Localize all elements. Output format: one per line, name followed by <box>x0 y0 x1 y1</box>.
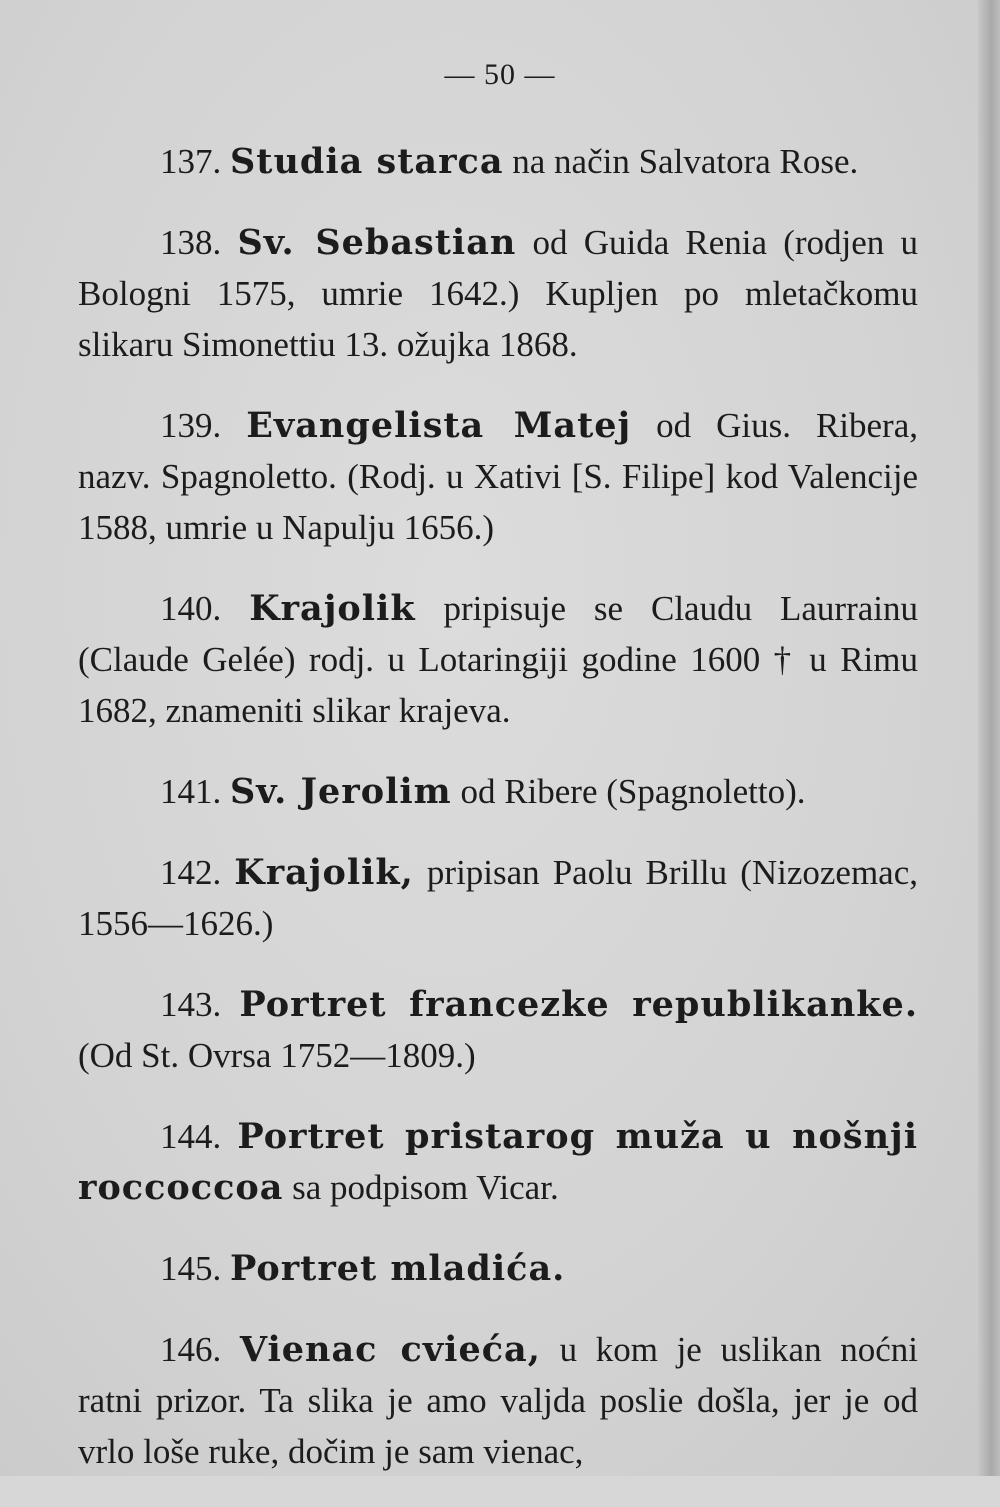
entry-text: od Gius. Ribera, nazv. Spagnoletto. (Rodj. u Xativi [S. Filipe] kod Valencije 1588, umrie u Napulju 1656.) <box>78 406 918 547</box>
entry-number: 139. <box>160 406 222 445</box>
entry-title: Vienac cvieća, <box>239 1329 541 1370</box>
page-spine-shadow <box>978 0 1000 1476</box>
entry-text: sa podpisom Vicar. <box>283 1168 559 1207</box>
entry-text: (Od St. Ovrsa 1752—1809.) <box>78 1036 476 1075</box>
entry-text: u kom je uslikan noćni ratni prizor. Ta slika je amo valjda poslie došla, jer je od vrlo loše ruke, dočim je sam vienac, <box>78 1330 918 1471</box>
catalogue-entry <box>78 1243 918 1294</box>
entry-number: 144. <box>160 1117 222 1156</box>
catalogue-entries <box>78 136 918 1507</box>
entry-number: 143. <box>160 985 222 1024</box>
entry-title: Portret pristarog muža u nošnji roccoccoa <box>78 1116 918 1208</box>
entry-number: 146. <box>160 1330 222 1369</box>
catalogue-entry <box>78 400 918 553</box>
entry-text: od Ribere (Spagnoletto). <box>451 772 806 811</box>
catalogue-entry <box>78 1111 918 1213</box>
catalogue-entry <box>78 766 918 817</box>
catalogue-entry <box>78 217 918 370</box>
entry-number: 138. <box>160 223 222 262</box>
entry-title: Krajolik, <box>234 852 414 893</box>
catalogue-entry <box>78 847 918 949</box>
entry-number: 142. <box>160 853 222 892</box>
catalogue-entry <box>78 979 918 1081</box>
entry-title: Studia starca <box>230 141 504 182</box>
entry-text: od Guida Renia (rodjen u Bologni 1575, umrie 1642.) Kupljen po mletačkomu slikaru Simonettiu 13. ožujka 1868. <box>78 223 918 364</box>
entry-number: 137. <box>160 142 222 181</box>
entry-text: pripisan Paolu Brillu (Nizozemac, 1556—1626.) <box>78 853 918 943</box>
entry-title: Krajolik <box>249 588 416 629</box>
entry-number: 141. <box>160 772 222 811</box>
entry-text: na način Salvatora Rose. <box>503 142 859 181</box>
entry-title: Sv. Sebastian <box>237 222 517 263</box>
catalogue-entry <box>78 1324 918 1477</box>
entry-title: Evangelista Matej <box>246 405 632 446</box>
catalogue-entry <box>78 583 918 736</box>
entry-title: Sv. Jerolim <box>230 771 452 812</box>
entry-title: Portret mladića. <box>230 1248 566 1289</box>
catalogue-entry <box>78 136 918 187</box>
entry-number: 145. <box>160 1249 222 1288</box>
page-number: — 50 — <box>444 58 556 91</box>
entry-number: 140. <box>160 589 222 628</box>
entry-title: Portret francezke republikanke. <box>239 984 918 1025</box>
entry-text: pripisuje se Claudu Laurrainu (Claude Gelée) rodj. u Lotaringiji godine 1600 † u Rimu 1682, znameniti slikar krajeva. <box>78 589 919 730</box>
